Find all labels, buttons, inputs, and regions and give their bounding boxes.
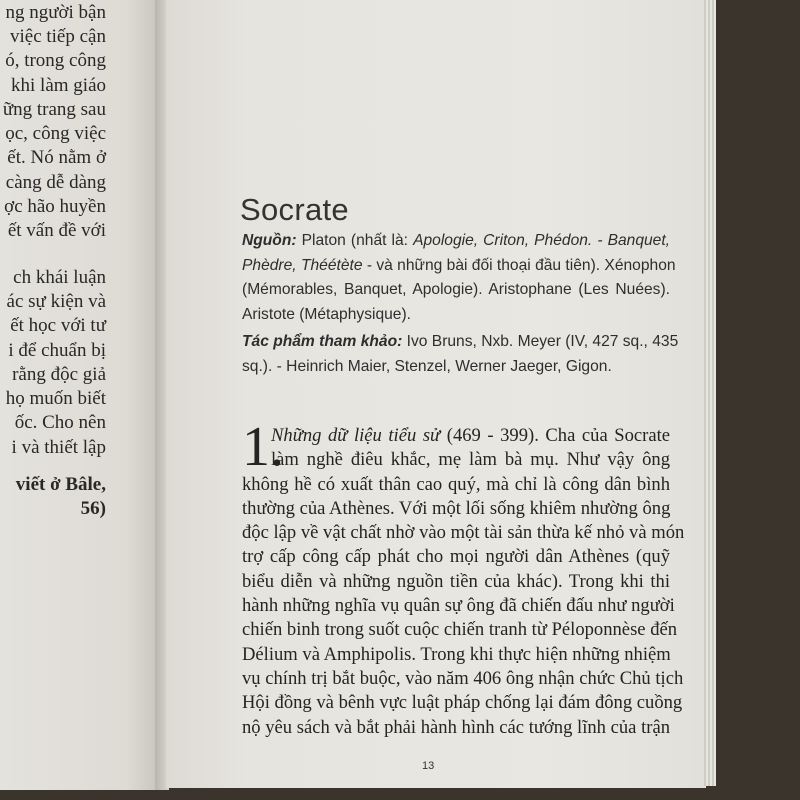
body-line: chiến binh trong suốt cuộc chiến tranh từ Péloponnèse đến bbox=[242, 619, 678, 641]
left-text-line: họ muốn biết bbox=[5, 388, 106, 409]
left-text-line: ch khái luận bbox=[13, 267, 106, 288]
references-label: Tác phẩm tham khảo: bbox=[242, 333, 403, 350]
left-text-line: ốc. Cho nên bbox=[14, 412, 106, 433]
body-line: làm nghề điêu khắc, mẹ làm bà mụ. Như vậy ông bbox=[271, 449, 670, 471]
sources-text: Apologie, Criton, Phédon. - Banquet, bbox=[413, 232, 671, 249]
sources-text: - và những bài đối thoại đầu tiên). Xénophon bbox=[366, 256, 676, 274]
section-body bbox=[242, 416, 685, 740]
left-text-line: khi làm giáo bbox=[11, 75, 106, 96]
page-number: 13 bbox=[422, 760, 435, 772]
sources-text: (Mémorables, Banquet, Apologie). Aristophane (Les Nuées). bbox=[242, 281, 670, 298]
left-page bbox=[0, 0, 158, 790]
body-line: biểu diễn và những nguồn tiền của khác). Trong khi thi bbox=[242, 570, 670, 592]
sources-label: Nguồn: bbox=[242, 232, 297, 249]
body-line: Délium và Amphipolis. Trong khi thực hiện những nhiệm bbox=[242, 643, 671, 665]
left-text-line: ững trang sau bbox=[2, 99, 106, 120]
left-text-line: ết. Nó nằm ở bbox=[7, 147, 106, 168]
section-number-dropcap: 1. bbox=[242, 416, 284, 478]
left-text-line: rằng độc giả bbox=[12, 364, 106, 385]
body-line: không hề có xuất thân cao quý, mà chỉ là công dân bình bbox=[242, 473, 670, 495]
left-text-line: càng dễ dàng bbox=[5, 172, 106, 193]
body-line: vụ chính trị bắt buộc, vào năm 406 ông nhận chức Chủ tịch bbox=[242, 667, 684, 689]
body-line: hành những nghĩa vụ quân sự ông đã chiến đấu như người bbox=[242, 595, 675, 617]
left-text-line: ó, trong công bbox=[5, 50, 106, 71]
sources-paragraph bbox=[242, 229, 676, 327]
left-text-line: ết học với tư bbox=[10, 315, 106, 336]
left-text-line: việc tiếp cận bbox=[9, 26, 106, 47]
left-bold-line: 56) bbox=[80, 498, 106, 519]
left-text-line: ết vấn đề với bbox=[7, 220, 106, 241]
left-text-line: i và thiết lập bbox=[11, 437, 106, 458]
body-line: Hội đồng và bênh vực luật pháp chống lại đám đông cuồng bbox=[242, 692, 683, 714]
left-text-line: ọc, công việc bbox=[5, 123, 106, 144]
right-page bbox=[166, 0, 706, 788]
references-text: Ivo Bruns, Nxb. Meyer (IV, 427 sq., 435 bbox=[406, 333, 679, 350]
page-edges bbox=[704, 0, 716, 786]
body-line: nộ yêu sách và bắt phải hành hình các tướng lĩnh của trận bbox=[242, 716, 670, 738]
left-text-line: ng người bận bbox=[5, 2, 106, 23]
left-bold-line: viết ở Bâle, bbox=[15, 474, 106, 495]
left-text-line: i để chuẩn bị bbox=[8, 340, 106, 361]
left-text-line: ác sự kiện và bbox=[6, 291, 106, 312]
body-line: trợ cấp công cấp phát cho mọi người dân Athènes (quỹ bbox=[242, 546, 670, 568]
body-text: (469 - 399). Cha của Socrate bbox=[446, 425, 670, 446]
references-paragraph bbox=[242, 330, 679, 379]
sources-text: Aristote (Métaphysique). bbox=[242, 305, 412, 323]
body-line: thường của Athènes. Với một lối sống khiêm nhường ông bbox=[242, 497, 671, 519]
section-title: Những dữ liệu tiểu sử bbox=[271, 425, 441, 446]
sources-text: Platon (nhất là: bbox=[301, 232, 414, 249]
sources-text: Phèdre, Théétète bbox=[242, 256, 363, 274]
left-text-line: ợc hão huyền bbox=[4, 196, 106, 217]
body-line: độc lập về vật chất nhờ vào một tài sản thừa kế nhỏ và món bbox=[242, 522, 685, 544]
chapter-heading: Socrate bbox=[240, 192, 349, 227]
references-text: sq.). - Heinrich Maier, Stenzel, Werner Jaeger, Gigon. bbox=[242, 357, 612, 375]
